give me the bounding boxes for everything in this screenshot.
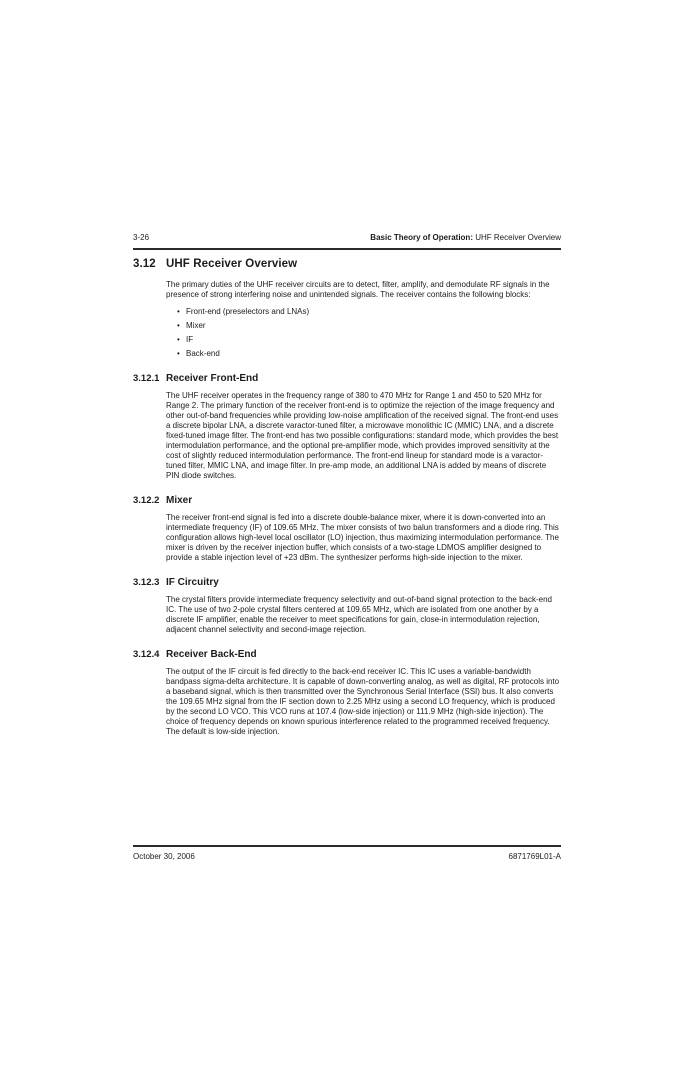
page-header (133, 233, 561, 243)
bullet-icon: • (177, 321, 180, 330)
header-running-title (370, 233, 561, 243)
section (133, 649, 561, 737)
footer-doc-number: 6871769L01-A (508, 852, 561, 861)
section-number: 3.12.2 (133, 495, 160, 506)
section-heading-text: Mixer (166, 495, 193, 506)
bullet-list (177, 307, 561, 359)
bullet-item (177, 349, 561, 359)
section-heading-text: Receiver Back-End (166, 649, 257, 660)
section-heading-text: IF Circuitry (166, 577, 219, 588)
bullet-text: Back-end (186, 349, 220, 358)
section-heading (133, 495, 561, 507)
header-rule (133, 248, 561, 250)
bullet-text: IF (186, 335, 194, 344)
section-body: The receiver front-end signal is fed into a discrete double-balance mixer, where it is down-converted into an intermediate frequency (IF) of 109.65 MHz. The mixer consists of two balun transformers and a diode ring. This configuration allows high-level local oscillator (LO) injection, thus maximizing intermodulation performance. The mixer is driven by the receiver injection buffer, which consists of a two-stage LDMOS amplifier designed to provide a stable injection level of +23 dBm. The synthesizer performs high-side injection to the mixer. (166, 513, 559, 562)
bullet-item (177, 307, 561, 317)
section (133, 373, 561, 481)
chapter-title-number: 3.12 (133, 258, 156, 270)
header-running-title-rest: UHF Receiver Overview (472, 233, 561, 242)
section-number: 3.12.4 (133, 649, 160, 660)
section-number: 3.12.3 (133, 577, 160, 588)
chapter-title (133, 258, 561, 271)
section (133, 577, 561, 635)
bullet-text: Mixer (186, 321, 206, 330)
footer-rule (133, 845, 561, 847)
chapter-title-text: UHF Receiver Overview (166, 258, 298, 270)
header-running-title-bold: Basic Theory of Operation: (370, 233, 473, 242)
bullet-icon: • (177, 349, 180, 358)
intro-paragraph: The primary duties of the UHF receiver circuits are to detect, filter, amplify, and demodulate RF signals in the presence of strong interfering noise and unintended signals. The receiver contains the following blocks: (166, 280, 550, 299)
section (133, 495, 561, 563)
bullet-icon: • (177, 335, 180, 344)
page-footer (133, 852, 561, 862)
section-heading-text: Receiver Front-End (166, 373, 259, 384)
footer-date: October 30, 2006 (133, 852, 195, 861)
section-body: The crystal filters provide intermediate frequency selectivity and out-of-band signal protection to the back-end IC. The use of two 2-pole crystal filters centered at 109.65 MHz, which are isolated from one another by a discrete IF amplifier, enable the receiver to meet specifications for gain, close-in intermodulation rejection, adjacent channel selectivity and second-image rejection. (166, 595, 552, 634)
section-body: The UHF receiver operates in the frequency range of 380 to 470 MHz for Range 1 and 450 to 520 MHz for Range 2. The primary function of the receiver front-end is to optimize the rejection of the image frequency and other out-of-band frequencies while providing low-noise amplification of the received signal. The front-end uses a discrete bipolar LNA, a discrete varactor-tuned filter, a microwave monolithic IC (MMIC) LNA, and a discrete fixed-tuned image filter. The front-end has two possible configurations: standard mode, which provides the best intermodulation performance, and the optional pre-amplifier mode, which provides improved sensitivity at the cost of slightly reduced intermodulation performance. The front-end lineup for standard mode is a varactor-tuned filter, MMIC LNA, and image filter. In pre-amp mode, an additional LNA is added by means of discrete PIN diode switches. (166, 391, 559, 480)
section-heading (133, 577, 561, 589)
section-number: 3.12.1 (133, 373, 160, 384)
section-body: The output of the IF circuit is fed directly to the back-end receiver IC. This IC uses a variable-bandwidth bandpass sigma-delta architecture. It is capable of down-converting analog, as well as digital, RF protocols into a baseband signal, which is then transmitted over the Synchronous Serial Interface (SSI) bus. It also converts the 109.65 MHz signal from the IF section down to 2.25 MHz using a second LO frequency, which is produced by the second LO VCO. This VCO runs at 107.4 (low-side injection) or 111.9 MHz (high-side injection). The choice of frequency depends on known spurious interference related to the programmed received frequency. The default is low-side injection. (166, 667, 560, 736)
header-page-number: 3-26 (133, 233, 150, 242)
page-content (133, 258, 561, 737)
sections (133, 373, 561, 737)
section-heading (133, 649, 561, 661)
bullet-text: Front-end (preselectors and LNAs) (186, 307, 310, 316)
bullet-item (177, 335, 561, 345)
bullet-item (177, 321, 561, 331)
section-heading (133, 373, 561, 385)
bullet-icon: • (177, 307, 180, 316)
